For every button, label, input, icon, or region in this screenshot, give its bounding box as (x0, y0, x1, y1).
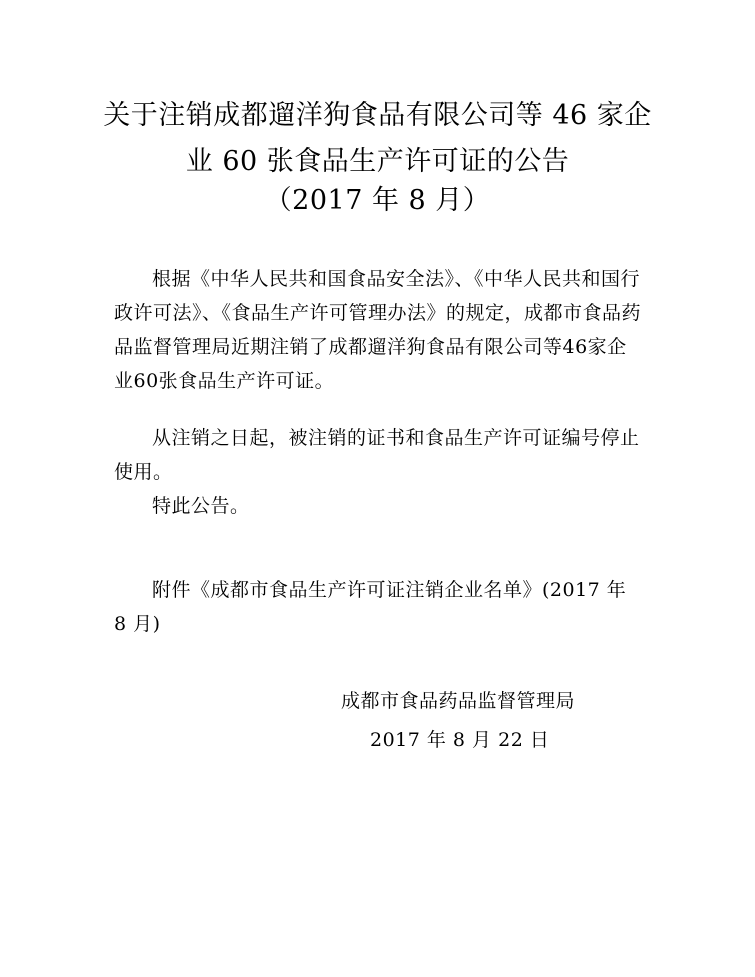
body-paragraph-effective: 从注销之日起，被注销的证书和食品生产许可证编号停止使用。 (114, 427, 640, 483)
title-date: （2017 年 8 月） (264, 185, 491, 216)
attachment-note: 附件《成都市食品生产许可证注销企业名单》(2017 年 8 月) (114, 579, 627, 635)
body-paragraph-closing: 特此公告。 (152, 495, 250, 517)
signature-date: 2017 年 8 月 22 日 (370, 729, 550, 751)
signature-organization: 成都市食品药品监督管理局 (341, 690, 576, 712)
body-paragraph-legal-basis: 根据《中华人民共和国食品安全法》、《中华人民共和国行政许可法》、《食品生产许可管理办法》的规定，成都市食品药品监督管理局近期注销了成都遛洋狗食品有限公司等46家企业60张食品生产许可证。 (114, 268, 642, 392)
title-line-1: 关于注销成都遛洋狗食品有限公司等 46 家企 (103, 100, 652, 131)
title-line-2: 业 60 张食品生产许可证的公告 (185, 146, 570, 177)
